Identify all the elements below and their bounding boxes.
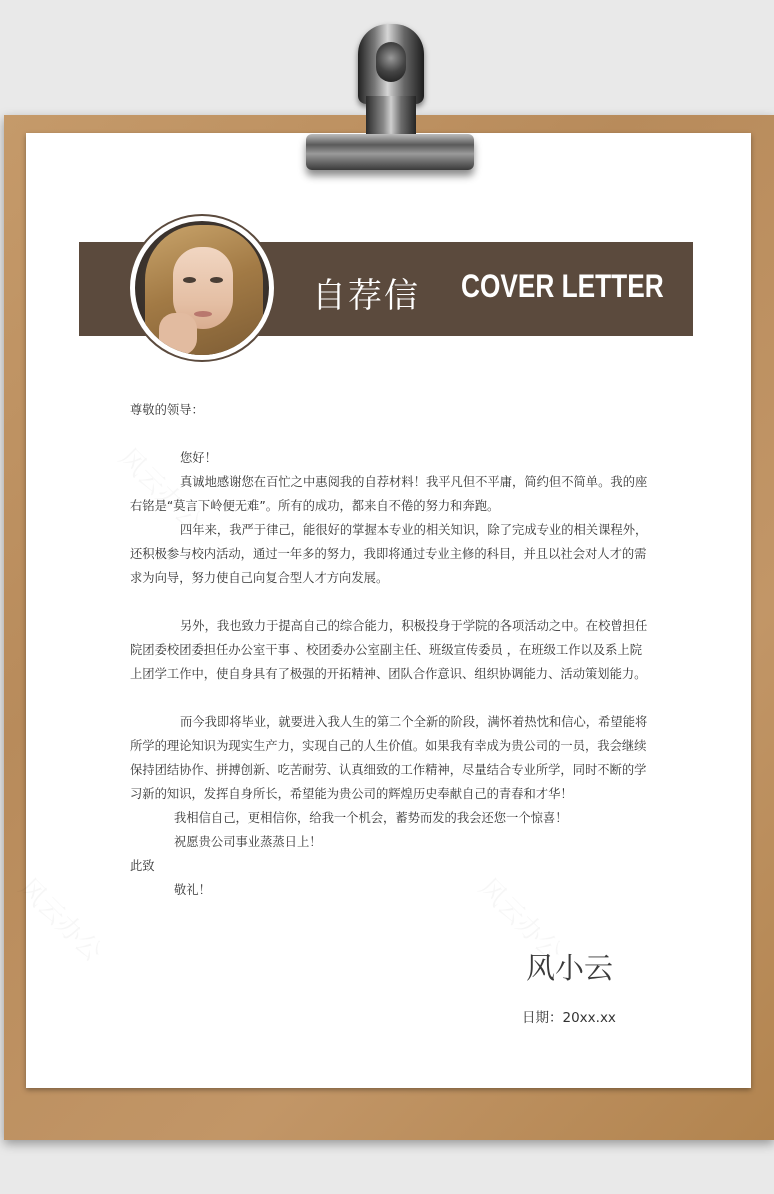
- paragraph-3: 另外，我也致力于提高自己的综合能力，积极投身于学院的各项活动之中。在校曾担任院团委校团委担任办公室干事 、校团委办公室副主任、班级宣传委员 ，在班级工作以及系上院上团学工作中，使自身具有了极强的开拓精神、团队合作意识、组织协调能力、活动策划能力。: [130, 619, 648, 681]
- spacer: [130, 686, 650, 710]
- binder-clip-hole: [376, 42, 406, 82]
- avatar-eye-right: [210, 277, 223, 283]
- paragraph-1: 真诚地感谢您在百忙之中惠阅我的自荐材料！我平凡但不平庸，简约但不简单。我的座右铭是“莫言下岭便无难”。所有的成功，都来自不倦的努力和奔跑。: [130, 475, 648, 513]
- avatar: [128, 214, 276, 362]
- paragraph-4: 而今我即将毕业，就要进入我人生的第二个全新的阶段，满怀着热忱和信心，希望能将所学的理论知识为现实生产力，实现自己的人生价值。如果我有幸成为贵公司的一员，我会继续保持团结协作、拼搏创新、吃苦耐劳、认真细致的工作精神，尽量结合专业所学，同时不断的学习新的知识，发挥自身所长，希望能为贵公司的辉煌历史奉献自己的青春和才华！: [130, 715, 648, 801]
- spacer: [130, 590, 650, 614]
- binder-clip-neck: [366, 96, 416, 136]
- title-english: COVER LETTER: [461, 268, 664, 304]
- closing-line-2: 祝愿贵公司事业蒸蒸日上！: [174, 835, 322, 849]
- title-chinese: 自荐信: [312, 276, 420, 316]
- binder-clip-base: [306, 134, 474, 170]
- signature: 风小云: [526, 951, 614, 985]
- jing-li: 敬礼！: [174, 883, 211, 897]
- zhi-ci: 此致: [130, 859, 155, 873]
- salutation: 尊敬的领导：: [130, 403, 204, 417]
- avatar-eye-left: [183, 277, 196, 283]
- date: 日期：20xx.xx: [522, 1010, 616, 1026]
- avatar-photo: [135, 221, 269, 355]
- spacer: [130, 422, 650, 446]
- avatar-hand: [159, 313, 197, 355]
- closing-line-1: 我相信自己，更相信你，给我一个机会，蓄势而发的我会还您一个惊喜！: [174, 811, 568, 825]
- letter-body: [130, 398, 650, 902]
- avatar-lips: [194, 311, 212, 317]
- greeting: 您好！: [180, 451, 217, 465]
- paragraph-2: 四年来，我严于律己，能很好的掌握本专业的相关知识，除了完成专业的相关课程外，还积极参与校内活动，通过一年多的努力，我即将通过专业主修的科目，并且以社会对人才的需求为向导，努力使自己向复合型人才方向发展。: [130, 523, 648, 585]
